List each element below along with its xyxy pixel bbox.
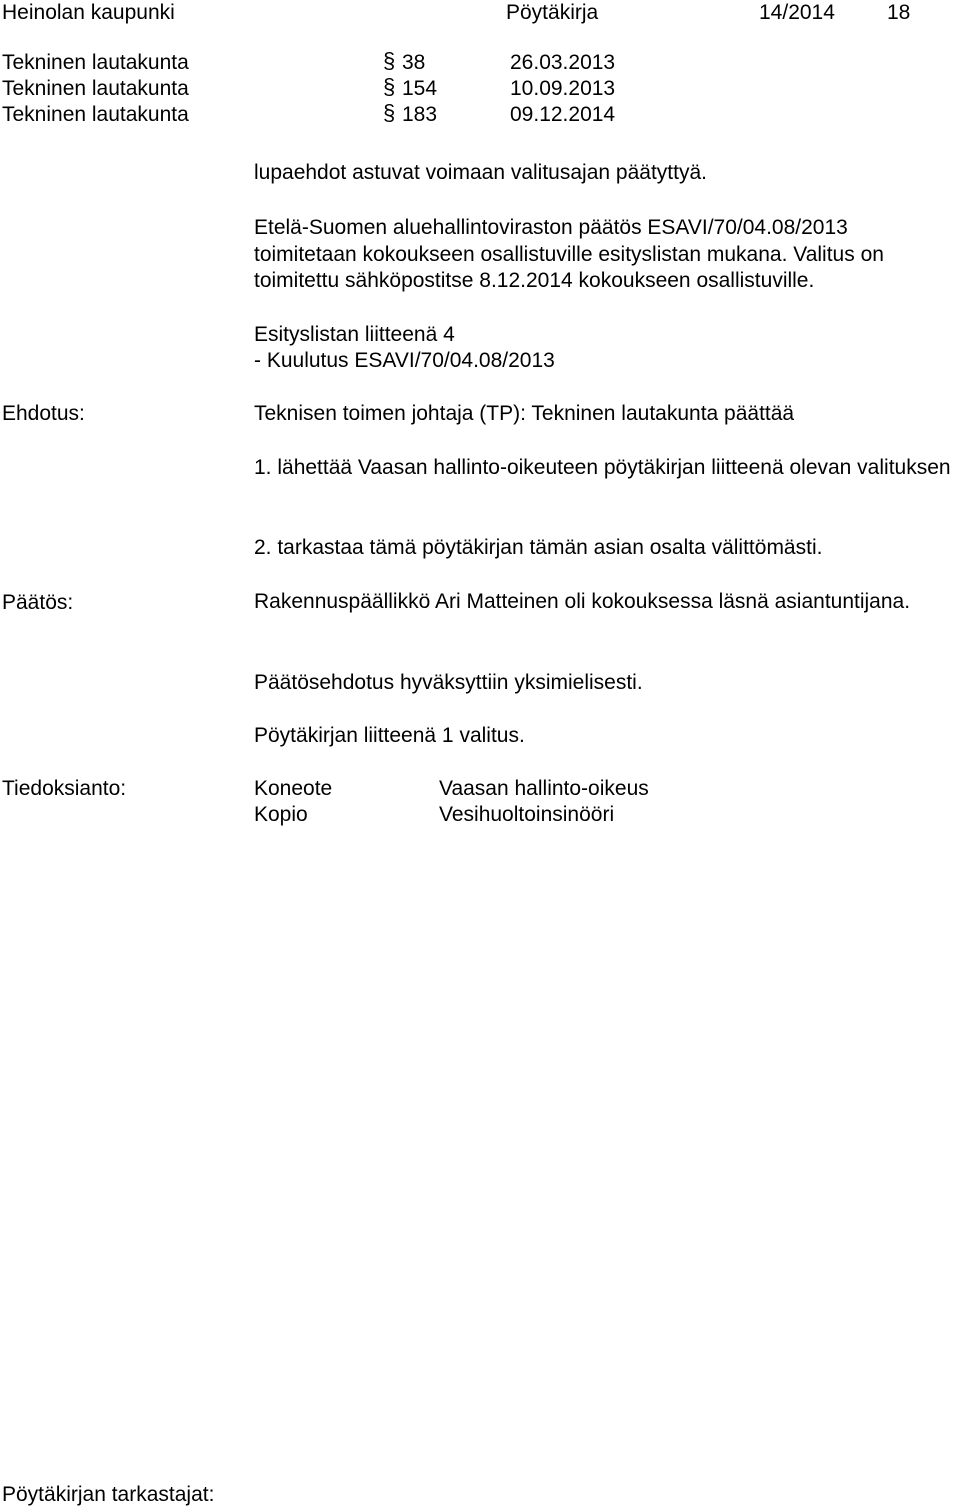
proposal-intro: Teknisen toimen johtaja (TP): Tekninen lautakunta päättää: [254, 402, 795, 425]
decision-text: Päätösehdotus hyväksyttiin yksimielisesti.: [254, 671, 643, 694]
body-paragraph: lupaehdot astuvat voimaan valitusajan päätyttyä.: [254, 161, 707, 184]
reference-date: 10.09.2013: [510, 77, 616, 100]
attachment-heading: Esityslistan liitteenä 4: [254, 323, 455, 346]
section-symbol: §: [383, 100, 396, 125]
section-symbol: §: [383, 74, 396, 99]
notification-recipient: Vesihuoltoinsinööri: [439, 803, 615, 826]
proposal-label: Ehdotus:: [2, 402, 85, 425]
reference-body: Tekninen lautakunta: [2, 103, 189, 126]
document-number: 14/2014: [759, 1, 835, 24]
body-paragraph: Etelä-Suomen aluehallintoviraston päätös ESAVI/70/04.08/2013 toimitetaan kokoukseen osallistuville esityslistan mukana. Valitus on toimitettu sähköpostitse 8.12.2014 kokoukseen osallistuville.: [254, 216, 884, 292]
reference-date: 09.12.2014: [510, 103, 616, 126]
notification-type: Koneote: [254, 777, 333, 800]
reference-section: 154: [402, 77, 438, 100]
reference-section: 38: [402, 51, 426, 74]
notification-recipient: Vaasan hallinto-oikeus: [439, 777, 649, 800]
notification-label: Tiedoksianto:: [2, 777, 127, 800]
decision-text: Rakennuspäällikkö Ari Matteinen oli kokouksessa läsnä asiantuntijana.: [254, 590, 911, 613]
notification-type: Kopio: [254, 803, 308, 826]
reference-body: Tekninen lautakunta: [2, 51, 189, 74]
attachment-item: - Kuulutus ESAVI/70/04.08/2013: [254, 349, 555, 372]
section-symbol: §: [383, 48, 396, 73]
organization-name: Heinolan kaupunki: [2, 1, 175, 24]
proposal-item: 2. tarkastaa tämä pöytäkirjan tämän asian osalta välittömästi.: [254, 536, 823, 559]
page-number: 18: [887, 1, 911, 24]
reference-date: 26.03.2013: [510, 51, 616, 74]
reviewers-label: Pöytäkirjan tarkastajat:: [2, 1483, 215, 1506]
proposal-item: 1. lähettää Vaasan hallinto-oikeuteen pöytäkirjan liitteenä olevan valituksen: [254, 456, 951, 479]
decision-label: Päätös:: [2, 591, 74, 614]
decision-text: Pöytäkirjan liitteenä 1 valitus.: [254, 724, 525, 747]
reference-section: 183: [402, 103, 438, 126]
document-type: Pöytäkirja: [506, 1, 599, 24]
reference-body: Tekninen lautakunta: [2, 77, 189, 100]
